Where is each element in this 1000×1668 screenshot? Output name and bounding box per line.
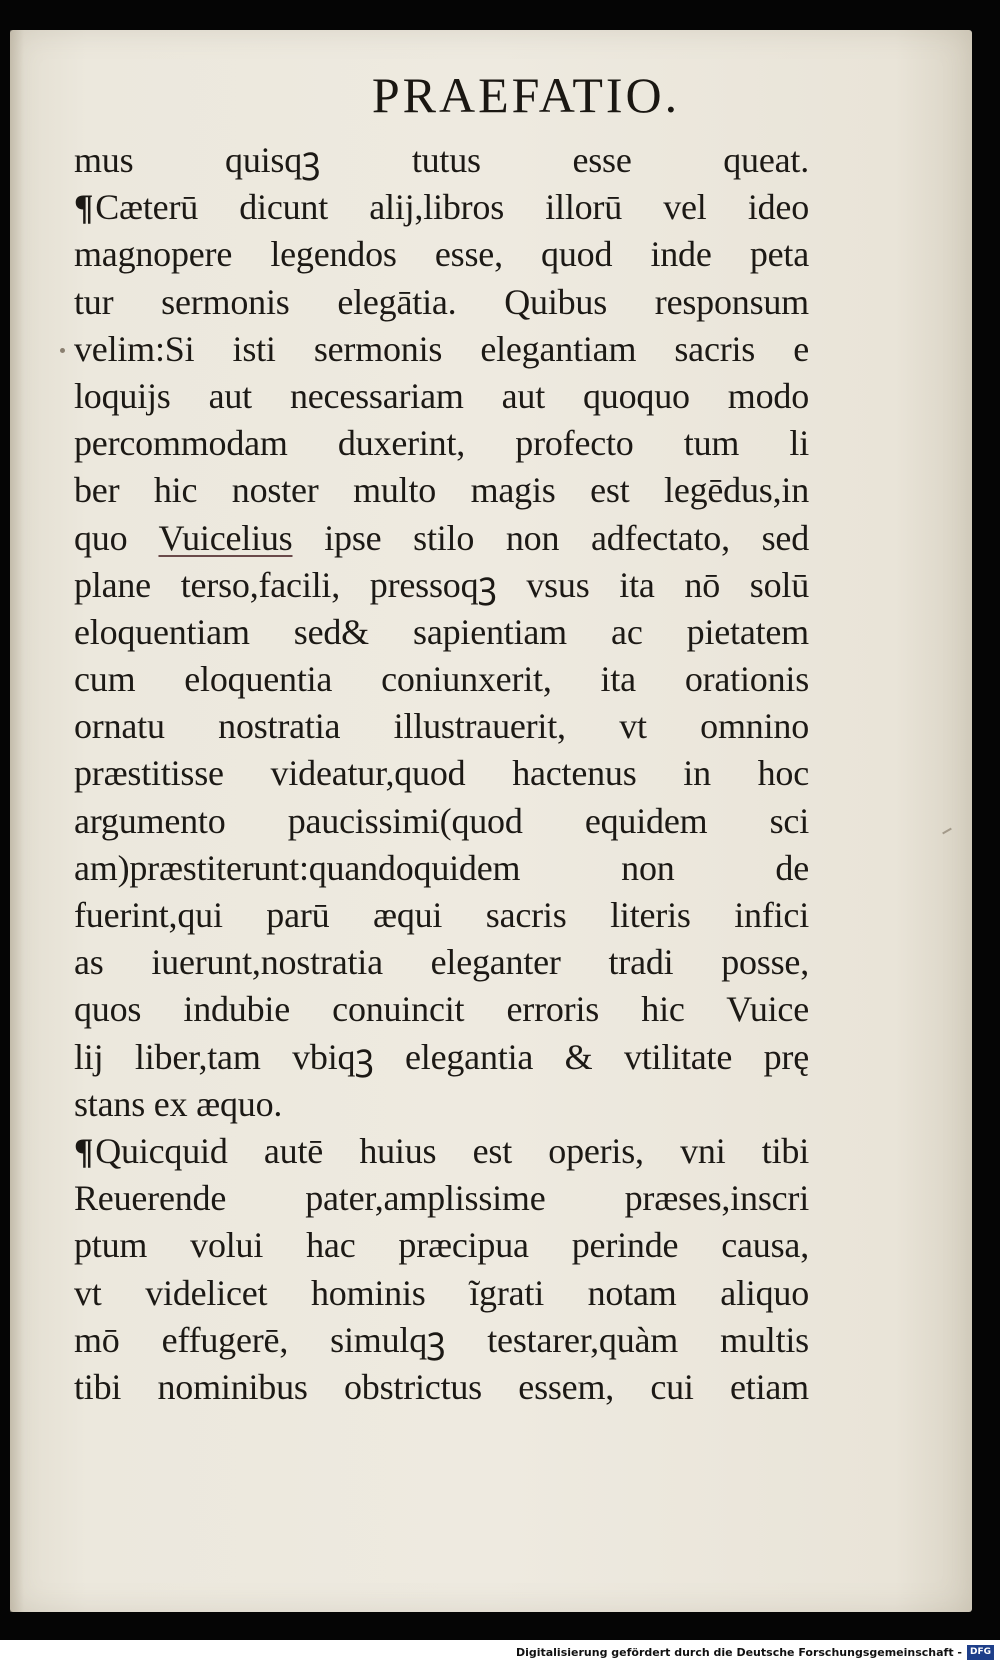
text-line: as iuerunt,nostratia eleganter tradi posse, [74, 942, 809, 983]
text-line: cum eloquentia coniunxerit, ita orationis [74, 659, 809, 700]
running-head: PRAEFATIO. [371, 67, 681, 123]
text-line: eloquentiam sed& sapientiam ac pietatem [74, 611, 809, 652]
text-line: Reuerende pater,amplissime præses,inscri [74, 1178, 809, 1219]
text-line: stans ex æquo. [74, 1083, 283, 1124]
text-line: ptum volui hac præcipua perinde causa, [74, 1225, 809, 1266]
text-line: percommodam duxerint, profecto tum li [74, 423, 809, 464]
funding-credit: Digitalisierung gefördert durch die Deutsche Forschungsgemeinschaft - [515, 1646, 962, 1659]
text-line-content: Cæterū dicunt alij,libros illorū vel ideo [95, 187, 809, 228]
text-line: lij liber,tam vbiqꝫ elegantia & vtilitate prę [74, 1036, 809, 1077]
text-line: velim:Si isti sermonis elegantiam sacris e [74, 328, 809, 369]
underlined-name: Vuicelius [158, 517, 293, 558]
text-line: mus quisqꝫ tutus esse queat. [74, 140, 809, 180]
text-line: argumento paucissimi(quod equidem sci [74, 800, 809, 841]
margin-speck [942, 828, 952, 835]
text-line: magnopere legendos esse, quod inde peta [74, 234, 809, 275]
text-line: quos indubie conuincit erroris hic Vuice [74, 989, 809, 1030]
text-line: vt videlicet hominis ĩgrati notam aliquo [74, 1272, 809, 1313]
text-line: fuerint,qui parū æqui sacris literis infici [74, 895, 809, 935]
text-line-content: Quicquid autē huius est operis, vni tibi [95, 1130, 809, 1171]
text-line: ornatu nostratia illustrauerit, vt omnino [74, 706, 809, 747]
text-line: præstitisse videatur,quod hactenus in hoc [74, 753, 809, 794]
dfg-logo-icon: DFG [967, 1645, 994, 1660]
footer-strip [0, 1640, 1000, 1668]
book-page [10, 30, 972, 1612]
text-block [74, 137, 809, 1411]
text-line: mō effugerē, simulqꝫ testarer,quàm multis [74, 1319, 809, 1360]
text-line: am)præstiterunt:quandoquidem non de [74, 847, 809, 888]
text-line: tur sermonis elegātia. Quibus responsum [74, 281, 809, 322]
margin-speck [60, 348, 65, 353]
text-line: ber hic noster multo magis est legēdus,in [74, 470, 809, 511]
text-line: tibi nominibus obstrictus essem, cui etiam [74, 1366, 809, 1407]
text-line [74, 1128, 809, 1175]
paragraph-mark-icon: ¶ [74, 187, 94, 228]
page-edge [10, 30, 24, 1612]
paragraph-mark-icon: ¶ [74, 1130, 94, 1171]
text-line: plane terso,facili, pressoqꝫ vsus ita nō solū [74, 564, 809, 605]
text-line [74, 184, 809, 231]
text-line-annotated: quo Vuicelius ipse stilo non adfectato, sed [74, 517, 809, 558]
text-line: loquijs aut necessariam aut quoquo modo [74, 375, 809, 416]
